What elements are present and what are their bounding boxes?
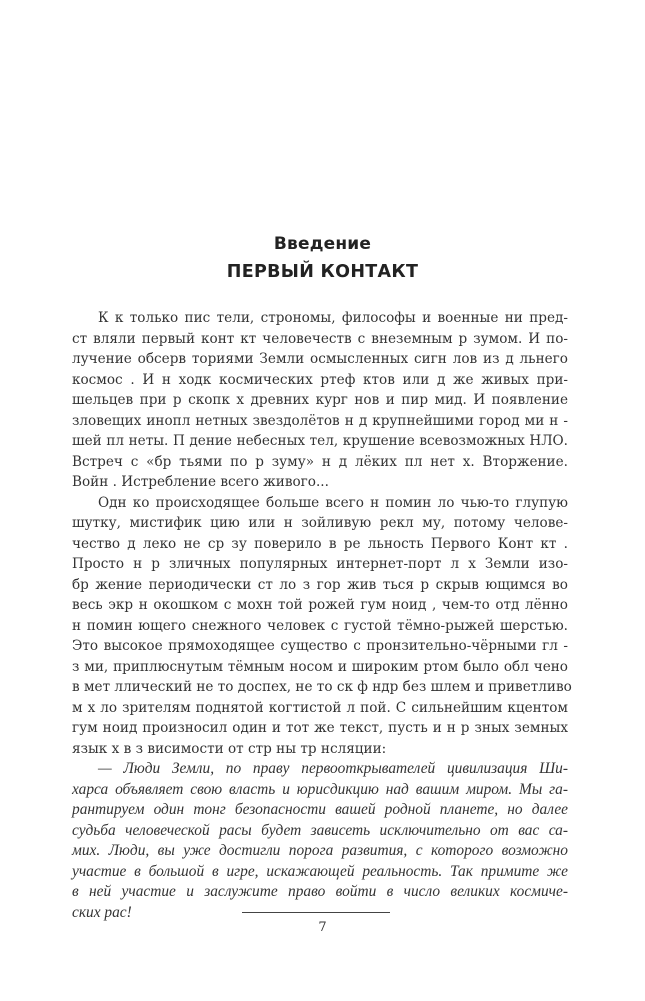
quote-line: участие в большой в игре, искажающей реальность. Так примите же bbox=[72, 862, 568, 880]
quote-line: судьба человеческой расы будет зависеть исключительно от вас са- bbox=[72, 821, 568, 839]
text-line: в мет ллический не то доспех, не то ск ф ндр без шлем и приветливо bbox=[72, 679, 572, 695]
text-line: весь экр н окошком с мохн той рожей гум ноид , чем-то отд лённо bbox=[72, 597, 568, 613]
text-line: з ми, приплюснутым тёмным носом и широким ртом было обл чено bbox=[72, 658, 568, 675]
text-line: космос . И н ходк космических ртеф ктов или д же живых при- bbox=[72, 371, 568, 388]
text-line: язык х в з висимости от стр ны тр нсляции: bbox=[72, 740, 387, 757]
text-line: шельцев при р скопк х древних кург нов и пир мид. И появление bbox=[72, 392, 568, 408]
text-line: К к только пис тели, строномы, философы и военные ни пред- bbox=[98, 310, 568, 326]
text-line: Просто н р зличных популярных интернет-порт л х Земли изо- bbox=[72, 556, 568, 572]
text-line: чество д леко не ср зу поверило в ре льность Первого Конт кт . bbox=[72, 535, 568, 552]
quote-line: — Люди Земли, по праву первооткрывателей цивилизация Ши- bbox=[98, 760, 568, 777]
quote-line: ских рас! bbox=[72, 903, 132, 921]
text-line: м х ло зрителям поднятой когтистой л пой. С сильнейшим кцентом bbox=[72, 699, 568, 716]
quote-line: рантируем один тонг безопасности вашей родной планете, но далее bbox=[72, 801, 568, 818]
page-number: 7 bbox=[318, 920, 327, 935]
footer-divider bbox=[242, 912, 390, 913]
quote-line: в ней участие и заслужите право войти в число великих космиче- bbox=[72, 883, 568, 900]
text-line: ст вляли первый конт кт человечеств с внеземным р зумом. И по- bbox=[72, 330, 568, 347]
quote-line: мих. Люди, вы уже достигли порога развития, с которого возможно bbox=[72, 842, 568, 859]
text-line: гум ноид произносил один и тот же текст, пусть и н р зных земных bbox=[72, 720, 568, 736]
text-line: лучение обсерв ториями Земли осмысленных сигн лов из д льнего bbox=[72, 351, 568, 367]
text-line: Одн ко происходящее больше всего н помин ло чью-то глупую bbox=[98, 494, 568, 511]
text-line: Это высокое прямоходящее существо с пронзительно-чёрными гл - bbox=[72, 638, 568, 654]
section-subtitle: Введение bbox=[273, 234, 372, 254]
body-text bbox=[72, 308, 572, 923]
text-line: бр жение периодически ст ло з гор жив ться р скрыв ющимся во bbox=[72, 576, 568, 593]
text-line: шутку, мистифик цию или н зойливую рекл му, потому челове- bbox=[72, 515, 568, 531]
quote-line: харса объявляет свою власть и юрисдикцию над вашим миром. Мы га- bbox=[72, 780, 568, 798]
text-line: Войн . Истребление всего живого... bbox=[72, 474, 329, 490]
text-line: зловещих инопл нетных звездолётов н д крупнейшими город ми н - bbox=[72, 412, 568, 429]
text-line: шей пл неты. П дение небесных тел, крушение всевозможных НЛО. bbox=[72, 433, 568, 449]
text-line: н помин ющего снежного человек с густой тёмно-рыжей шерстью. bbox=[72, 617, 568, 634]
chapter-title: ПЕРВЫЙ КОНТАКТ bbox=[226, 262, 419, 282]
text-line: Встреч с «бр тьями по р зуму» н д лёких пл нет х. Вторжение. bbox=[72, 453, 568, 470]
